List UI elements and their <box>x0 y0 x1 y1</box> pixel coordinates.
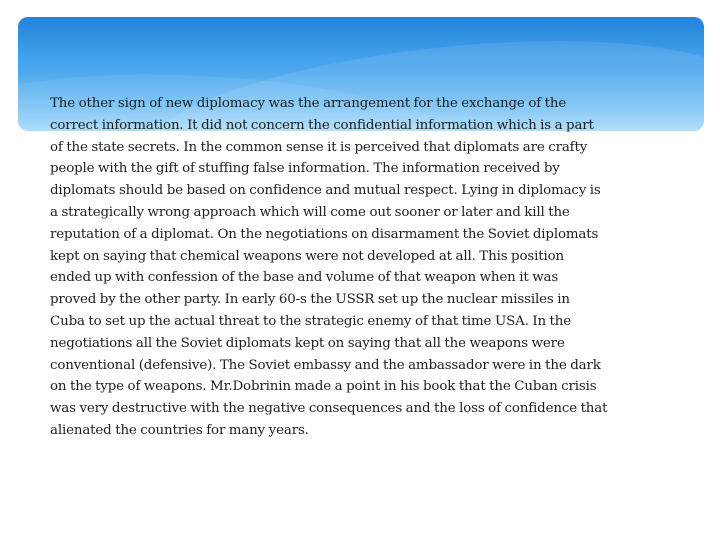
body-line: of the state secrets. In the common sense it is perceived that diplomats are crafty <box>50 139 588 155</box>
body-text <box>50 93 668 442</box>
body-line: diplomats should be based on confidence and mutual respect. Lying in diplomacy is <box>50 183 601 199</box>
body-line: was very destructive with the negative consequences and the loss of confidence that <box>50 401 608 417</box>
body-line: people with the gift of stuffing false information. The information received by <box>50 161 560 177</box>
body-line: reputation of a diplomat. On the negotiations on disarmament the Soviet diplomats <box>50 226 599 242</box>
body-line: on the type of weapons. Mr.Dobrinin made a point in his book that the Cuban crisis <box>50 379 597 395</box>
body-line: alienated the countries for many years. <box>50 422 309 438</box>
body-line: a strategically wrong approach which will come out sooner or later and kill the <box>50 204 570 220</box>
body-line: kept on saying that chemical weapons were not developed at all. This position <box>50 248 564 264</box>
body-line: negotiations all the Soviet diplomats kept on saying that all the weapons were <box>50 335 565 351</box>
body-line: The other sign of new diplomacy was the arrangement for the exchange of the <box>50 96 567 111</box>
body-line: proved by the other party. In early 60-s the USSR set up the nuclear missiles in <box>50 292 570 308</box>
body-line: conventional (defensive). The Soviet embassy and the ambassador were in the dark <box>50 357 601 373</box>
body-line: ended up with confession of the base and volume of that weapon when it was <box>50 270 559 286</box>
body-line: correct information. It did not concern the confidential information which is a part <box>50 117 594 133</box>
body-line: Cuba to set up the actual threat to the strategic enemy of that time USA. In the <box>50 313 572 329</box>
